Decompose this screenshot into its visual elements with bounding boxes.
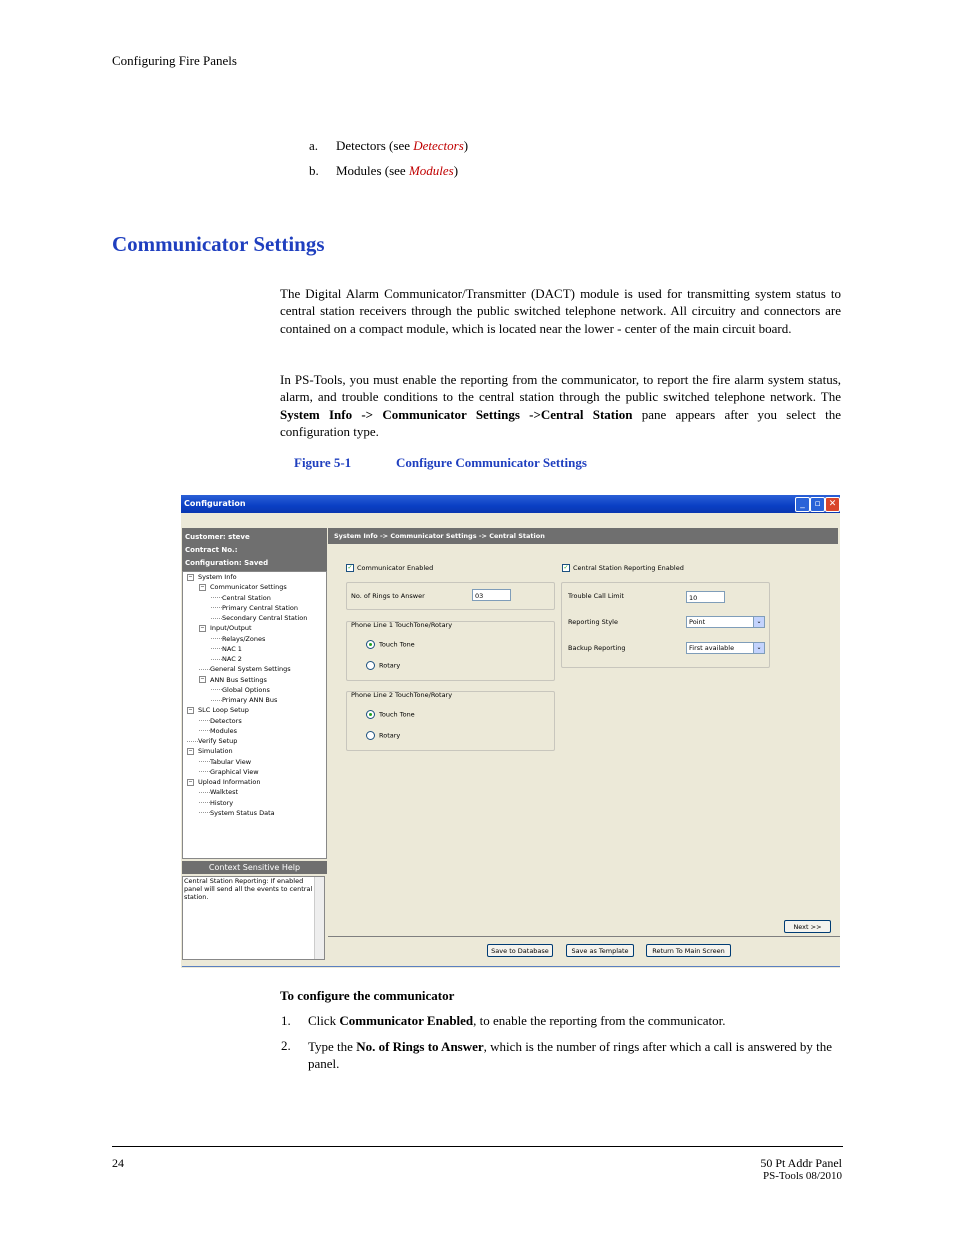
tree-connector	[211, 648, 222, 649]
tree-connector	[211, 659, 222, 660]
paragraph-ps-tools: In PS-Tools, you must enable the reporting from the communicator, to report the fire alarm system status, alarm, and trouble conditions to the central station through the public switched telephone network. The System Info -> Communicator Settings ->Central Station pane appears after you select the configuration type.	[280, 372, 841, 439]
tree-connector	[211, 618, 222, 619]
tree-connector	[211, 638, 222, 639]
tree-node-label: ANN Bus Settings	[210, 675, 267, 684]
tree-node[interactable]	[199, 799, 233, 807]
radio-selected-icon	[366, 640, 375, 649]
central-reporting-checkbox[interactable]: ✓ Central Station Reporting Enabled	[563, 564, 684, 572]
tree-node-label: System Info	[198, 573, 237, 581]
tree-node-label: Relays/Zones	[222, 634, 266, 643]
tree-node-label: Modules	[210, 726, 238, 735]
tree-connector	[199, 730, 210, 731]
phone-line-1-group	[346, 621, 555, 681]
tree-node[interactable]	[211, 614, 307, 622]
tree-node[interactable]	[199, 768, 259, 776]
check-icon: ✓	[563, 564, 569, 571]
tree-node[interactable]	[187, 747, 233, 755]
tree-node[interactable]	[199, 727, 237, 735]
step-1: Click Communicator Enabled, to enable the reporting from the communicator.	[308, 1013, 726, 1028]
customer-label: Customer: steve	[185, 533, 250, 541]
phone-line-2-group	[346, 691, 555, 751]
reporting-group	[561, 582, 770, 668]
save-as-template-button[interactable]: Save as Template	[566, 944, 634, 957]
reporting-style-label: Reporting Style	[568, 618, 618, 626]
tree-node-label: Primary ANN Bus	[222, 696, 278, 704]
list-marker-b: b.	[309, 163, 319, 178]
tree-connector	[211, 689, 222, 690]
tree-connector	[199, 720, 210, 721]
trouble-limit-label: Trouble Call Limit	[568, 592, 624, 600]
tree-connector	[199, 761, 210, 762]
tree-node-label: Detectors	[210, 716, 242, 725]
page-number: 24	[112, 1156, 124, 1170]
check-icon: ✓	[347, 564, 353, 571]
collapse-icon[interactable]: −	[188, 778, 193, 785]
tree-node[interactable]	[211, 635, 265, 643]
tree-node-label: Simulation	[198, 747, 233, 756]
tree-node-label: Verify Setup	[198, 737, 238, 745]
return-main-button[interactable]: Return To Main Screen	[646, 944, 731, 957]
paragraph-dact: The Digital Alarm Communicator/Transmitter (DACT) module is used for transmitting system status to central station receivers through the public switched telephone network. All circuitry and connectors are contained on a compact module, which is located near the lower - center of the main circuit board.	[280, 286, 841, 336]
detectors-link[interactable]: Detectors	[413, 138, 464, 153]
tree-node[interactable]	[199, 788, 238, 796]
tree-node-label: System Status Data	[210, 808, 275, 817]
rings-label: No. of Rings to Answer	[351, 592, 425, 600]
tree-node-label: Primary Central Station	[222, 603, 299, 612]
radio-selected-icon	[366, 710, 375, 719]
line1-rotary-radio[interactable]: Rotary	[366, 661, 400, 670]
collapse-icon[interactable]: −	[200, 624, 205, 631]
tree-node-label: Upload Information	[198, 778, 261, 786]
phone-line-2-title: Phone Line 2 TouchTone/Rotary	[351, 691, 453, 699]
phone-line-1-title: Phone Line 1 TouchTone/Rotary	[351, 621, 453, 629]
configuration-status: Configuration: Saved	[185, 559, 269, 567]
collapse-icon[interactable]: −	[188, 747, 193, 754]
tree-node[interactable]	[199, 809, 275, 817]
tree-node[interactable]	[211, 645, 242, 653]
tree-connector	[199, 792, 210, 793]
tree-node-label: SLC Loop Setup	[198, 706, 249, 715]
backup-reporting-label: Backup Reporting	[568, 644, 626, 652]
tree-connector	[211, 700, 222, 701]
customer-info-panel	[182, 528, 327, 571]
tree-node[interactable]	[199, 676, 267, 684]
collapse-icon[interactable]: −	[188, 706, 193, 713]
help-text: Central Station Reporting: If enabled panel will send all the events to central station.	[184, 877, 313, 901]
tree-node[interactable]	[187, 778, 260, 786]
trouble-limit-input[interactable]: 10	[686, 591, 725, 603]
running-header: Configuring Fire Panels	[112, 53, 237, 68]
maximize-icon[interactable]: ▫	[810, 497, 825, 512]
line2-touch-tone-radio[interactable]: Touch Tone	[366, 710, 415, 719]
tree-node-label: NAC 1	[222, 644, 242, 653]
close-icon[interactable]: ✕	[825, 497, 840, 512]
tree-node-label: Communicator Settings	[210, 583, 287, 592]
tree-connector	[187, 741, 198, 742]
tree-connector	[199, 802, 210, 803]
navigation-tree	[182, 571, 327, 859]
section-heading: Communicator Settings	[112, 232, 325, 256]
footer-product: 50 Pt Addr Panel	[760, 1156, 842, 1170]
contract-label: Contract No.:	[185, 546, 238, 554]
tree-connector	[211, 607, 222, 608]
tree-node[interactable]	[199, 665, 291, 673]
window-titlebar	[181, 495, 840, 513]
rings-input[interactable]: 03	[472, 589, 511, 601]
divider	[328, 936, 840, 937]
collapse-icon[interactable]: −	[200, 583, 205, 590]
tree-node[interactable]	[187, 706, 249, 714]
tree-node-label: Tabular View	[210, 757, 252, 766]
tree-node[interactable]	[211, 594, 271, 602]
minimize-icon[interactable]: _	[795, 497, 810, 512]
tree-node-label: NAC 2	[222, 655, 242, 663]
rings-group	[346, 582, 555, 610]
figure-number: Figure 5-1	[294, 455, 352, 470]
tree-node[interactable]	[199, 758, 251, 766]
help-panel	[182, 876, 325, 960]
tree-node[interactable]	[211, 604, 298, 612]
next-button[interactable]: Next >>	[784, 920, 831, 933]
tree-node[interactable]	[187, 737, 237, 745]
modules-link[interactable]: Modules	[408, 163, 454, 178]
backup-reporting-select[interactable]: First available ⌄	[686, 642, 765, 654]
step-2: Type the No. of Rings to Answer, which is the number of rings after which a call is answered by the panel.	[308, 1039, 833, 1071]
configuration-window	[181, 495, 840, 968]
window-title: Configuration	[184, 499, 246, 508]
collapse-icon[interactable]: −	[200, 676, 205, 682]
footer-rule	[112, 1146, 843, 1147]
step-number-2: 2.	[281, 1038, 291, 1053]
tree-node[interactable]	[199, 624, 252, 632]
bottom-border	[182, 966, 840, 967]
tree-node[interactable]	[199, 583, 287, 591]
pane-title: System Info -> Communicator Settings -> Central Station	[328, 528, 838, 544]
figure-title: Configure Communicator Settings	[396, 455, 587, 470]
tree-connector	[199, 771, 210, 772]
tree-node[interactable]	[211, 696, 277, 704]
tree-node[interactable]	[187, 573, 237, 581]
tree-node[interactable]	[211, 686, 270, 694]
list-item-detectors: Detectors (see Detectors)	[336, 138, 469, 153]
reporting-style-select[interactable]: Point ⌄	[686, 616, 765, 628]
radio-icon	[366, 661, 375, 670]
help-scrollbar[interactable]	[314, 877, 324, 959]
collapse-icon[interactable]: −	[188, 573, 193, 580]
tree-node[interactable]	[211, 655, 242, 663]
communicator-enabled-checkbox[interactable]: ✓ Communicator Enabled	[347, 564, 434, 572]
footer-doc: PS-Tools 08/2010	[763, 1170, 842, 1182]
tree-node-label: Central Station	[222, 593, 271, 602]
chevron-down-icon: ⌄	[753, 643, 764, 653]
tree-connector	[199, 812, 210, 813]
list-item-modules: Modules (see Modules)	[336, 163, 459, 178]
tree-node-label: History	[210, 798, 234, 807]
save-to-database-button[interactable]: Save to Database	[487, 944, 553, 957]
tree-connector	[211, 597, 222, 598]
tree-node-label: General System Settings	[210, 665, 291, 674]
tree-node-label: Input/Output	[210, 624, 252, 633]
radio-icon	[366, 731, 375, 740]
tree-node-label: Graphical View	[210, 767, 259, 776]
tree-node-label: Walktest	[210, 788, 239, 797]
line2-rotary-radio[interactable]: Rotary	[366, 731, 400, 740]
chevron-down-icon: ⌄	[753, 617, 764, 627]
tree-connector	[199, 669, 210, 670]
tree-node-label: Global Options	[222, 685, 270, 694]
tree-node-label: Secondary Central Station	[222, 614, 308, 622]
line1-touch-tone-radio[interactable]: Touch Tone	[366, 640, 415, 649]
help-title: Context Sensitive Help	[182, 861, 327, 874]
tree-node[interactable]	[199, 717, 242, 725]
steps-heading: To configure the communicator	[280, 988, 455, 1003]
list-marker-a: a.	[309, 138, 319, 153]
step-number-1: 1.	[281, 1013, 291, 1028]
